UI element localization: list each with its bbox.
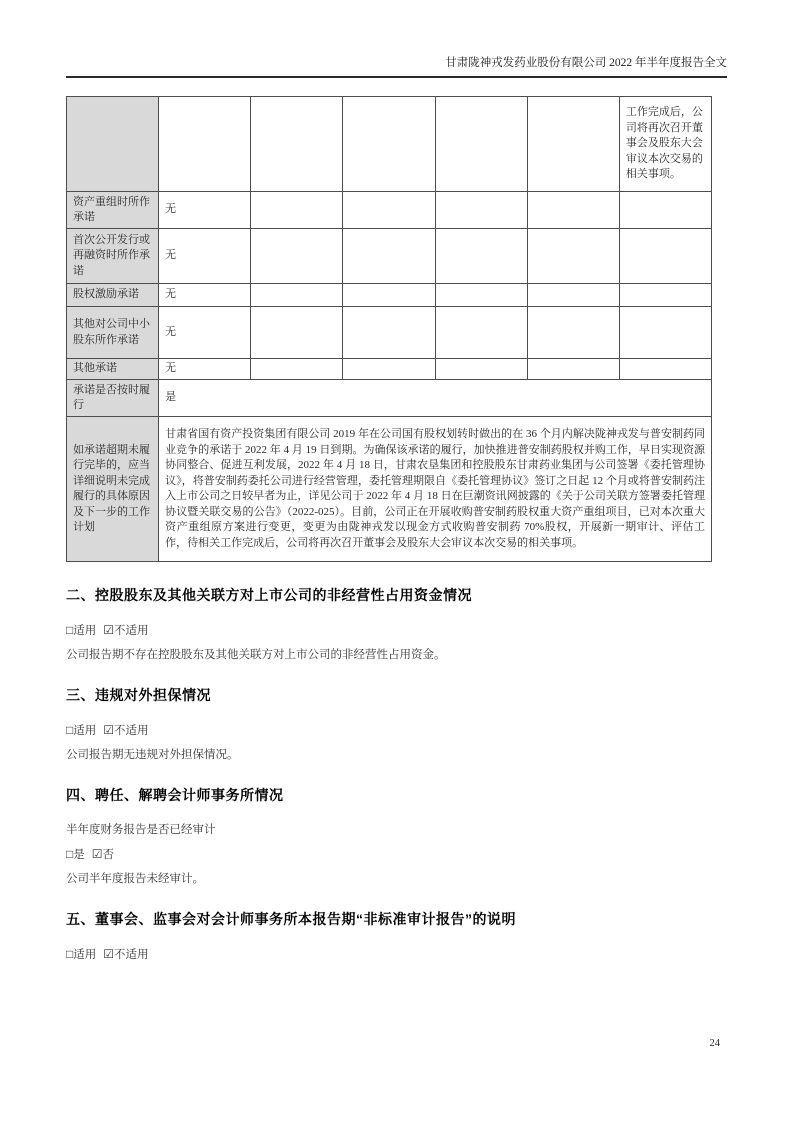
table-row xyxy=(67,307,712,359)
empty-cell xyxy=(527,284,619,307)
cb-group xyxy=(66,625,96,637)
report-header-title: 甘肃陇神戎发药业股份有限公司 2022 年半年度报告全文 xyxy=(445,57,727,69)
empty-cell xyxy=(527,229,619,284)
empty-cell xyxy=(527,359,619,380)
applicability-line xyxy=(66,947,727,962)
table-row xyxy=(67,284,712,307)
section-heading-5: 五、董事会、监事会对会计师事务所本报告期“非标准审计报告”的说明 xyxy=(66,911,516,927)
cb-group xyxy=(103,625,148,637)
empty-cell xyxy=(435,307,527,359)
checkbox-unchecked-icon: □ xyxy=(66,847,74,861)
cb-group xyxy=(103,725,148,737)
table-row-overdue xyxy=(67,417,712,562)
empty-cell xyxy=(343,97,435,192)
cb-group xyxy=(66,725,96,737)
empty-cell xyxy=(435,284,527,307)
empty-cell xyxy=(251,284,343,307)
empty-cell xyxy=(435,229,527,284)
empty-cell xyxy=(527,97,619,192)
cb-group xyxy=(103,949,148,961)
continuation-text-cell: 工作完成后，公司将再次召开董事会及股东大会审议本次交易的相关事项。 xyxy=(619,97,711,192)
empty-cell xyxy=(343,359,435,380)
cb-group xyxy=(92,849,114,861)
empty-cell xyxy=(527,307,619,359)
row-label-cell: 其他对公司中小股东所作承诺 xyxy=(67,307,159,359)
empty-cell xyxy=(343,284,435,307)
checkbox-unchecked-icon: □ xyxy=(66,623,74,637)
empty-cell xyxy=(619,307,711,359)
checkbox-unchecked-icon: □ xyxy=(66,723,74,737)
row-label-cell: 首次公开发行或再融资时所作承诺 xyxy=(67,229,159,284)
empty-cell xyxy=(251,359,343,380)
checkbox-label: 适用 xyxy=(73,625,97,637)
row-value-cell: 是 xyxy=(159,380,712,417)
row-value-cell: 无 xyxy=(159,284,251,307)
table-row xyxy=(67,359,712,380)
checkbox-label: 适用 xyxy=(73,949,97,961)
row-value-cell: 无 xyxy=(159,229,251,284)
commitments-table xyxy=(66,96,712,562)
empty-cell xyxy=(619,359,711,380)
empty-cell xyxy=(527,192,619,229)
table-row xyxy=(67,229,712,284)
table-row-continuation xyxy=(67,97,712,192)
section-note: 公司报告期无违规对外担保情况。 xyxy=(66,749,239,761)
empty-cell xyxy=(251,97,343,192)
section-heading-4: 四、聘任、解聘会计师事务所情况 xyxy=(66,787,284,803)
section-heading-3: 三、违规对外担保情况 xyxy=(66,687,211,703)
row-label-cell: 资产重组时所作承诺 xyxy=(67,192,159,229)
applicability-line xyxy=(66,847,727,862)
row-value-cell: 无 xyxy=(159,359,251,380)
empty-cell xyxy=(619,192,711,229)
checkbox-checked-icon: ☑ xyxy=(103,723,115,737)
cb-group xyxy=(66,849,85,861)
empty-cell xyxy=(251,229,343,284)
empty-cell xyxy=(343,307,435,359)
row-label-cell xyxy=(67,97,159,192)
audit-question-line: 半年度财务报告是否已经审计 xyxy=(66,824,216,836)
applicability-line xyxy=(66,723,727,738)
empty-cell xyxy=(343,229,435,284)
checkbox-label: 不适用 xyxy=(114,625,149,637)
header-rule xyxy=(66,76,727,78)
checkbox-unchecked-icon: □ xyxy=(66,947,74,961)
overdue-explanation-cell: 甘肃省国有资产投资集团有限公司 2019 年在公司国有股权划转时做出的在 36 个月内解决陇神戎发与普安制药同业竞争的承诺于 2022 年 4 月 19 日到期。为确保该承诺的履行，加快推进普安制药股权并购工作，早日实现资源协同整合、促进互利发展，2022 年 4 月 18 日，甘肃农垦集团和控股股东甘肃药业集团与公司签署《委托管理协议》，将普安制药委托公司进行经营管理，委托管理期限自《委托管理协议》签订之日起 12 个月或将普安制药注入上市公司之日较早者为止，详见公司于 2022 年 4 月 18 日在巨潮资讯网披露的《关于公司关联方签署委托管理协议暨关联交易的公告》（2022-025）。目前，公司正在开展收购普安制药股权重大资产重组项目，已对本次重大资产重组原方案进行变更，变更为由陇神戎发以现金方式收购普安制药 70%股权，开展新一期审计、评估工作，待相关工作完成后，公司将再次召开董事会及股东大会审议本次交易的相关事项。 xyxy=(159,417,712,562)
empty-cell xyxy=(435,192,527,229)
table-row-fulfilled xyxy=(67,380,712,417)
empty-cell xyxy=(435,97,527,192)
section-note: 公司半年度报告未经审计。 xyxy=(66,873,204,885)
checkbox-label: 否 xyxy=(102,849,115,861)
row-value-cell: 无 xyxy=(159,307,251,359)
section-note: 公司报告期不存在控股股东及其他关联方对上市公司的非经营性占用资金。 xyxy=(66,649,446,661)
empty-cell xyxy=(343,192,435,229)
page-number: 24 xyxy=(709,1038,720,1049)
empty-cell xyxy=(619,284,711,307)
checkbox-label: 适用 xyxy=(73,725,97,737)
checkbox-checked-icon: ☑ xyxy=(91,847,103,861)
checkbox-checked-icon: ☑ xyxy=(103,947,115,961)
empty-cell xyxy=(619,229,711,284)
checkbox-label: 不适用 xyxy=(114,725,149,737)
checkbox-label: 不适用 xyxy=(114,949,149,961)
empty-cell xyxy=(435,359,527,380)
empty-cell xyxy=(251,307,343,359)
row-label-cell: 承诺是否按时履行 xyxy=(67,380,159,417)
checkbox-label: 是 xyxy=(73,849,85,861)
empty-cell xyxy=(159,97,251,192)
row-label-cell: 其他承诺 xyxy=(67,359,159,380)
section-heading-2: 二、控股股东及其他关联方对上市公司的非经营性占用资金情况 xyxy=(66,587,472,603)
table-row xyxy=(67,192,712,229)
checkbox-checked-icon: ☑ xyxy=(103,623,115,637)
cb-group xyxy=(66,949,96,961)
empty-cell xyxy=(251,192,343,229)
applicability-line xyxy=(66,623,727,638)
row-label-cell: 如承诺超期未履行完毕的，应当详细说明未完成履行的具体原因及下一步的工作计划 xyxy=(67,417,159,562)
row-label-cell: 股权激励承诺 xyxy=(67,284,159,307)
row-value-cell: 无 xyxy=(159,192,251,229)
